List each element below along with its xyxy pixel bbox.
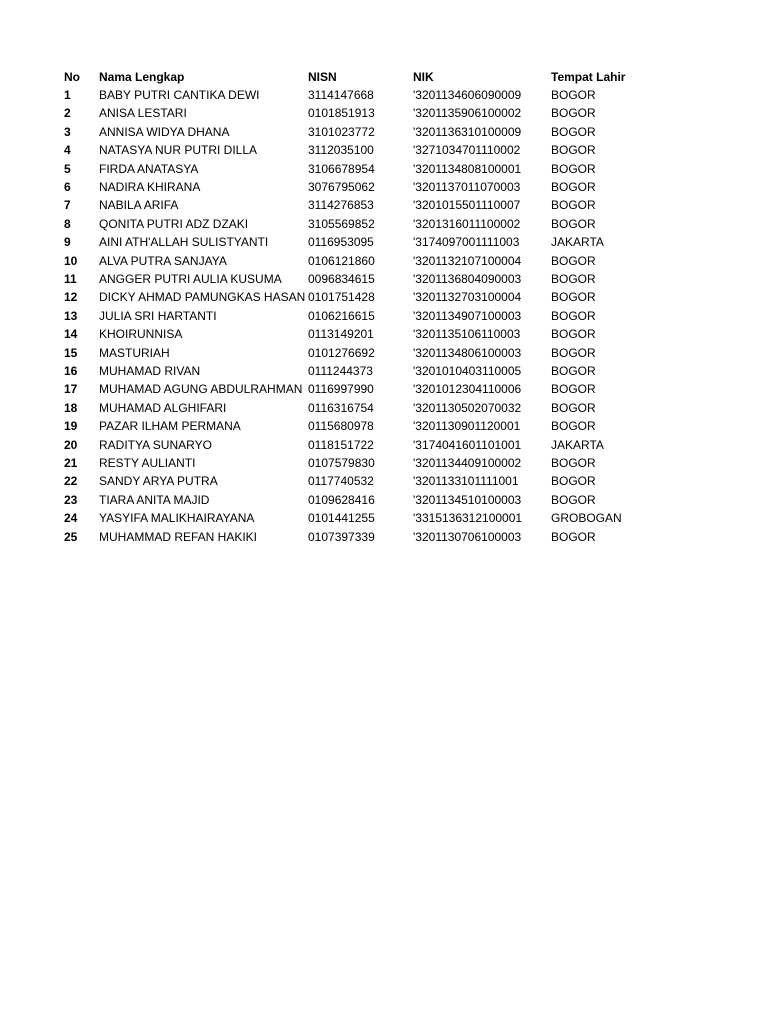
row-nik: '3315136312100001 — [413, 511, 523, 525]
row-no: 20 — [64, 438, 78, 452]
row-nisn: 3114147668 — [308, 88, 374, 102]
row-birthplace: BOGOR — [551, 364, 596, 378]
row-no: 7 — [64, 198, 71, 212]
row-birthplace: BOGOR — [551, 217, 596, 231]
row-nik: '3201135106110003 — [413, 327, 521, 341]
table-row — [0, 104, 768, 122]
row-nik: '3201134409100002 — [413, 456, 522, 470]
row-name: RADITYA SUNARYO — [99, 438, 212, 452]
header-birthplace: Tempat Lahir — [551, 70, 626, 84]
row-no: 13 — [64, 309, 78, 323]
header-nisn: NISN — [308, 70, 337, 84]
row-nisn: 0107579830 — [308, 456, 375, 470]
table-row — [0, 491, 768, 509]
row-nik: '3201012304110006 — [413, 382, 522, 396]
row-nik: '3201132107100004 — [413, 254, 522, 268]
row-nik: '3201136310100009 — [413, 125, 522, 139]
row-birthplace: BOGOR — [551, 125, 596, 139]
row-nisn: 0116997990 — [308, 382, 374, 396]
table-row — [0, 123, 768, 141]
row-name: SANDY ARYA PUTRA — [99, 474, 218, 488]
row-nisn: 0106121860 — [308, 254, 375, 268]
row-name: YASYIFA MALIKHAIRAYANA — [99, 511, 255, 525]
row-birthplace: JAKARTA — [551, 235, 604, 249]
table-row — [0, 472, 768, 490]
row-no: 24 — [64, 511, 78, 525]
row-name: TIARA ANITA MAJID — [99, 493, 210, 507]
row-name: ANISA LESTARI — [99, 106, 187, 120]
row-nisn: 0096834615 — [308, 272, 375, 286]
row-nik: '3174097001111003 — [413, 235, 520, 249]
row-birthplace: BOGOR — [551, 401, 596, 415]
row-birthplace: BOGOR — [551, 198, 596, 212]
row-birthplace: BOGOR — [551, 474, 596, 488]
row-no: 1 — [64, 88, 71, 102]
table-row — [0, 436, 768, 454]
table-row — [0, 141, 768, 159]
table-row — [0, 528, 768, 546]
row-no: 5 — [64, 162, 71, 176]
row-nisn: 0113149201 — [308, 327, 374, 341]
row-birthplace: BOGOR — [551, 419, 596, 433]
row-nisn: 3106678954 — [308, 162, 375, 176]
row-nik: '3201137011070003 — [413, 180, 521, 194]
row-name: NABILA ARIFA — [99, 198, 179, 212]
row-name: ANNISA WIDYA DHANA — [99, 125, 230, 139]
row-name: RESTY AULIANTI — [99, 456, 196, 470]
row-name: MUHAMAD ALGHIFARI — [99, 401, 227, 415]
row-nisn: 0107397339 — [308, 530, 375, 544]
row-birthplace: BOGOR — [551, 272, 596, 286]
table-row — [0, 362, 768, 380]
row-nisn: 3105569852 — [308, 217, 375, 231]
row-name: DICKY AHMAD PAMUNGKAS HASAN — [99, 290, 306, 304]
row-birthplace: BOGOR — [551, 290, 596, 304]
row-no: 11 — [64, 272, 77, 286]
row-name: MUHAMAD AGUNG ABDULRAHMAN — [99, 382, 303, 396]
row-name: NATASYA NUR PUTRI DILLA — [99, 143, 258, 157]
row-nisn: 3112035100 — [308, 143, 374, 157]
row-name: FIRDA ANATASYA — [99, 162, 199, 176]
row-nisn: 3076795062 — [308, 180, 375, 194]
row-nisn: 0109628416 — [308, 493, 375, 507]
row-no: 15 — [64, 346, 78, 360]
header-nik: NIK — [413, 70, 434, 84]
row-nisn: 0118151722 — [308, 438, 374, 452]
row-birthplace: BOGOR — [551, 382, 596, 396]
row-birthplace: BOGOR — [551, 106, 596, 120]
row-name: KHOIRUNNISA — [99, 327, 183, 341]
row-nik: '3201136804090003 — [413, 272, 522, 286]
row-birthplace: BOGOR — [551, 493, 596, 507]
row-name: QONITA PUTRI ADZ DZAKI — [99, 217, 249, 231]
table-row — [0, 288, 768, 306]
row-name: ANGGER PUTRI AULIA KUSUMA — [99, 272, 282, 286]
row-no: 25 — [64, 530, 78, 544]
row-nisn: 3114276853 — [308, 198, 374, 212]
row-no: 12 — [64, 290, 78, 304]
row-nik: '3201010403110005 — [413, 364, 522, 378]
row-name: MASTURIAH — [99, 346, 170, 360]
table-row — [0, 417, 768, 435]
row-birthplace: JAKARTA — [551, 438, 604, 452]
row-name: PAZAR ILHAM PERMANA — [99, 419, 241, 433]
row-no: 17 — [64, 382, 78, 396]
row-nisn: 0111244373 — [308, 364, 373, 378]
row-birthplace: BOGOR — [551, 309, 596, 323]
table-row — [0, 270, 768, 288]
row-nik: '3201015501110007 — [413, 198, 521, 212]
table-row — [0, 307, 768, 325]
row-no: 16 — [64, 364, 78, 378]
row-name: ALVA PUTRA SANJAYA — [99, 254, 227, 268]
row-name: AINI ATH'ALLAH SULISTYANTI — [99, 235, 269, 249]
row-nisn: 0101276692 — [308, 346, 375, 360]
header-no: No — [64, 70, 80, 84]
row-no: 23 — [64, 493, 78, 507]
row-birthplace: BOGOR — [551, 327, 596, 341]
row-nik: '3201130502070032 — [413, 401, 522, 415]
row-no: 18 — [64, 401, 78, 415]
table-header-row — [0, 68, 768, 86]
row-nisn: 0101851913 — [308, 106, 375, 120]
table-row — [0, 380, 768, 398]
row-no: 10 — [64, 254, 78, 268]
row-nik: '3201134606090009 — [413, 88, 522, 102]
row-nik: '3201134806100003 — [413, 346, 522, 360]
row-birthplace: BOGOR — [551, 254, 596, 268]
header-name: Nama Lengkap — [99, 70, 185, 84]
row-no: 21 — [64, 456, 78, 470]
row-nisn: 0116953095 — [308, 235, 374, 249]
row-nik: '3201316011100002 — [413, 217, 521, 231]
table-row — [0, 215, 768, 233]
row-name: MUHAMMAD REFAN HAKIKI — [99, 530, 258, 544]
row-name: JULIA SRI HARTANTI — [99, 309, 217, 323]
table-row — [0, 86, 768, 104]
row-nik: '3201130901120001 — [413, 419, 521, 433]
table-row — [0, 399, 768, 417]
row-birthplace: BOGOR — [551, 162, 596, 176]
row-birthplace: BOGOR — [551, 346, 596, 360]
table-row — [0, 344, 768, 362]
row-name: MUHAMAD RIVAN — [99, 364, 201, 378]
row-nik: '3201135906100002 — [413, 106, 522, 120]
row-nik: '3201134510100003 — [413, 493, 522, 507]
row-nisn: 0101441255 — [308, 511, 375, 525]
row-birthplace: BOGOR — [551, 180, 596, 194]
row-nik: '3174041601101001 — [413, 438, 522, 452]
row-birthplace: BOGOR — [551, 143, 596, 157]
row-nisn: 3101023772 — [308, 125, 375, 139]
table-row — [0, 454, 768, 472]
row-nik: '3201134907100003 — [413, 309, 522, 323]
row-name: NADIRA KHIRANA — [99, 180, 201, 194]
row-no: 2 — [64, 106, 71, 120]
row-no: 19 — [64, 419, 78, 433]
row-nik: '3201133101111001 — [413, 474, 519, 488]
row-no: 4 — [64, 143, 71, 157]
row-no: 6 — [64, 180, 71, 194]
row-nisn: 0101751428 — [308, 290, 375, 304]
row-name: BABY PUTRI CANTIKA DEWI — [99, 88, 260, 102]
row-birthplace: BOGOR — [551, 88, 596, 102]
table-row — [0, 252, 768, 270]
row-nisn: 0115680978 — [308, 419, 374, 433]
row-no: 3 — [64, 125, 71, 139]
table-row — [0, 509, 768, 527]
row-nik: '3201130706100003 — [413, 530, 522, 544]
row-no: 8 — [64, 217, 71, 231]
row-nik: '3201134808100001 — [413, 162, 522, 176]
row-no: 22 — [64, 474, 78, 488]
row-nik: '3271034701110002 — [413, 143, 521, 157]
table-row — [0, 233, 768, 251]
table-row — [0, 160, 768, 178]
table-row — [0, 325, 768, 343]
row-birthplace: BOGOR — [551, 530, 596, 544]
row-nik: '3201132703100004 — [413, 290, 522, 304]
row-nisn: 0106216615 — [308, 309, 375, 323]
table-row — [0, 196, 768, 214]
row-no: 14 — [64, 327, 78, 341]
row-no: 9 — [64, 235, 71, 249]
table-row — [0, 178, 768, 196]
row-birthplace: BOGOR — [551, 456, 596, 470]
row-nisn: 0117740532 — [308, 474, 374, 488]
row-birthplace: GROBOGAN — [551, 511, 622, 525]
row-nisn: 0116316754 — [308, 401, 374, 415]
